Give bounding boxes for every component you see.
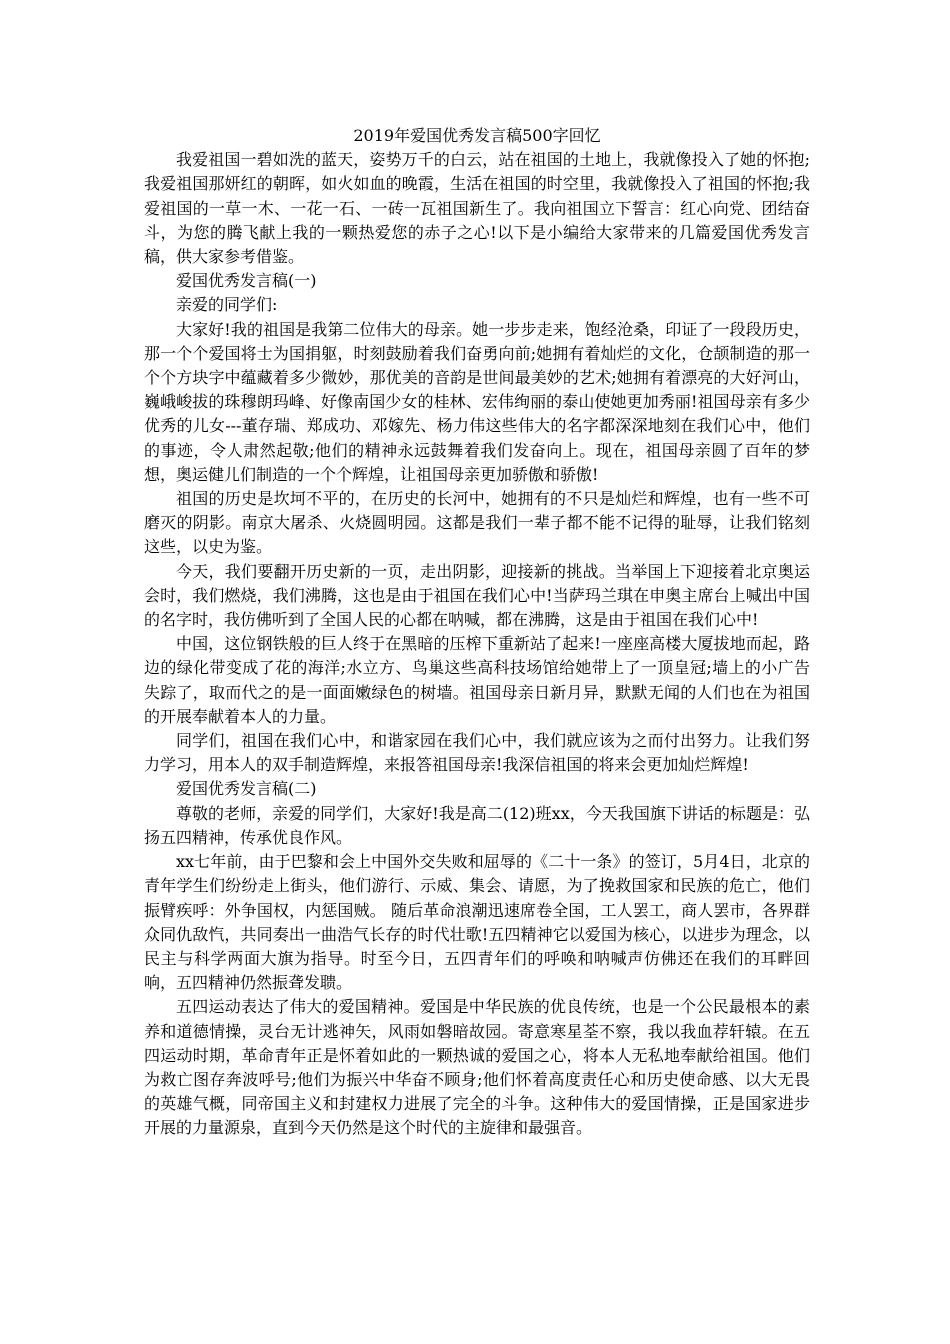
body-paragraph: xx七年前，由于巴黎和会上中国外交失败和屈辱的《二十一条》的签订，5月4日，北京的青年学生们纷纷走上街头，他们游行、示威、集会、请愿，为了挽救国家和民族的危亡，他们振臂疾呼：外争国权，内惩国贼。 随后革命浪潮迅速席卷全国，工人罢工，商人罢市，各界群众同仇敌忾，共同奏出一曲浩气长存的时代壮歌!五四精神它以爱国为核心，以进步为理念，以民主与科学两面大旗为指导。时至今日，五四青年们的呼唤和呐喊声仿佛还在我们的耳畔回响，五四精神仍然振聋发聩。 — [144, 852, 810, 993]
salutation-2: 尊敬的老师，亲爱的同学们，大家好!我是高二(12)班xx，今天我国旗下讲话的标题是：弘扬五四精神，传承优良作风。 — [144, 803, 810, 847]
body-paragraph: 五四运动表达了伟大的爱国精神。爱国是中华民族的优良传统，也是一个公民最根本的素养和道德情操，灵台无计逃神矢，风雨如磐暗故园。寄意寒星荃不察，我以我血荐轩辕。在五四运动时期，革命青年正是怀着如此的一颗热诚的爱国之心，将本人无私地奉献给祖国。他们为救亡图存奔波呼号;他们为振兴中华奋不顾身;他们怀着高度责任心和历史使命感、以大无畏的英雄气概，同帝国主义和封建权力进展了完全的斗争。这种伟大的爱国情操，正是国家进步开展的力量源泉，直到今天仍然是这个时代的主旋律和最强音。 — [144, 997, 810, 1138]
body-paragraph: 中国，这位钢铁般的巨人终于在黑暗的压榨下重新站了起来!一座座高楼大厦拔地而起，路边的绿化带变成了花的海洋;水立方、鸟巢这些高科技场馆给她带上了一顶皇冠;墙上的小广告失踪了，取而代之的是一面面嫩绿色的树墙。祖国母亲日新月异，默默无闻的人们也在为祖国的开展奉献着本人的力量。 — [144, 634, 810, 726]
section-heading-2: 爱国优秀发言稿(二) — [176, 779, 317, 799]
salutation-1: 亲爱的同学们: — [176, 295, 278, 315]
body-paragraph: 祖国的历史是坎坷不平的，在历史的长河中，她拥有的不只是灿烂和辉煌，也有一些不可磨灭的阴影。南京大屠杀、火烧圆明园。这都是我们一辈子都不能不记得的耻辱，让我们铭刻这些，以史为鉴。 — [144, 489, 810, 557]
section-heading-1: 爱国优秀发言稿(一) — [176, 271, 317, 291]
intro-paragraph: 我爱祖国一碧如洗的蓝天，姿势万千的白云，站在祖国的土地上，我就像投入了她的怀抱;我爱祖国那妍红的朝晖，如火如血的晚霞，生活在祖国的时空里，我就像投入了祖国的怀抱;我爱祖国的一草一木、一花一石、一砖一瓦祖国新生了。我向祖国立下誓言：红心向党、团结奋斗，为您的腾飞献上我的一颗热爱您的赤子之心!以下是小编给大家带来的几篇爱国优秀发言稿，供大家参考借鉴。 — [144, 150, 810, 267]
document-title: 2019年爱国优秀发言稿500字回忆 — [353, 126, 601, 145]
document-page — [144, 124, 810, 1141]
body-paragraph: 大家好!我的祖国是我第二位伟大的母亲。她一步步走来，饱经沧桑，印证了一段段历史，那一个个爱国将士为国捐躯，时刻鼓励着我们奋勇向前;她拥有着灿烂的文化，仓颉制造的那一个个方块字中蕴藏着多少微妙，那优美的音韵是世间最美妙的艺术;她拥有着漂亮的大好河山，巍峨峻拔的珠穆朗玛峰、好像南国少女的桂林、宏伟绚丽的泰山使她更加秀丽!祖国母亲有多少优秀的儿女---董存瑞、郑成功、邓嫁先、杨力伟这些伟大的名字都深深地刻在我们心中，他们的事迹，令人肃然起敬;他们的精神永远鼓舞着我们发奋向上。现在，祖国母亲圆了百年的梦想，奥运健儿们制造的一个个辉煌，让祖国母亲更加骄傲和骄傲! — [144, 319, 810, 484]
body-paragraph: 同学们，祖国在我们心中，和谐家园在我们心中，我们就应该为之而付出努力。让我们努力学习，用本人的双手制造辉煌，来报答祖国母亲!我深信祖国的将来会更加灿烂辉煌! — [144, 731, 810, 775]
body-paragraph: 今天，我们要翻开历史新的一页，走出阴影，迎接新的挑战。当举国上下迎接着北京奥运会时，我们燃烧，我们沸腾，这也是由于祖国在我们心中!当萨玛兰琪在申奥主席台上喊出中国的名字时，我仿佛听到了全国人民的心都在呐喊，都在沸腾，这是由于祖国在我们心中! — [144, 561, 810, 630]
